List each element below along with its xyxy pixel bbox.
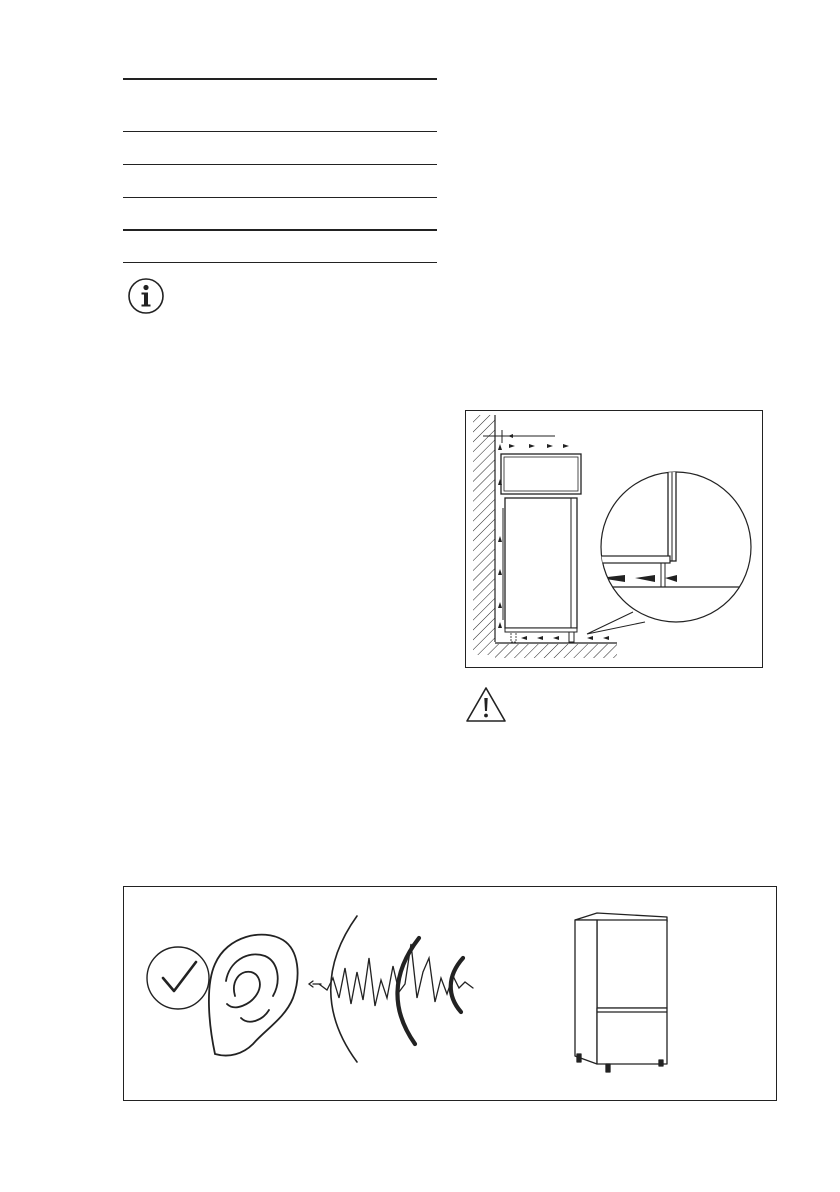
table-bottom-rule [123, 262, 437, 263]
info-icon [127, 277, 165, 315]
warning-icon [464, 685, 508, 725]
checkmark-icon [147, 947, 209, 1009]
table-row-rule [123, 164, 437, 165]
fridge-freezer-icon [575, 913, 667, 1072]
noise-illustration [123, 886, 777, 1101]
table-header-rule [123, 131, 437, 132]
ventilation-diagram [465, 410, 763, 668]
table-row-rule [123, 197, 437, 198]
specification-table [123, 78, 437, 263]
table-row-rule [123, 229, 437, 231]
table-top-rule [123, 78, 437, 80]
